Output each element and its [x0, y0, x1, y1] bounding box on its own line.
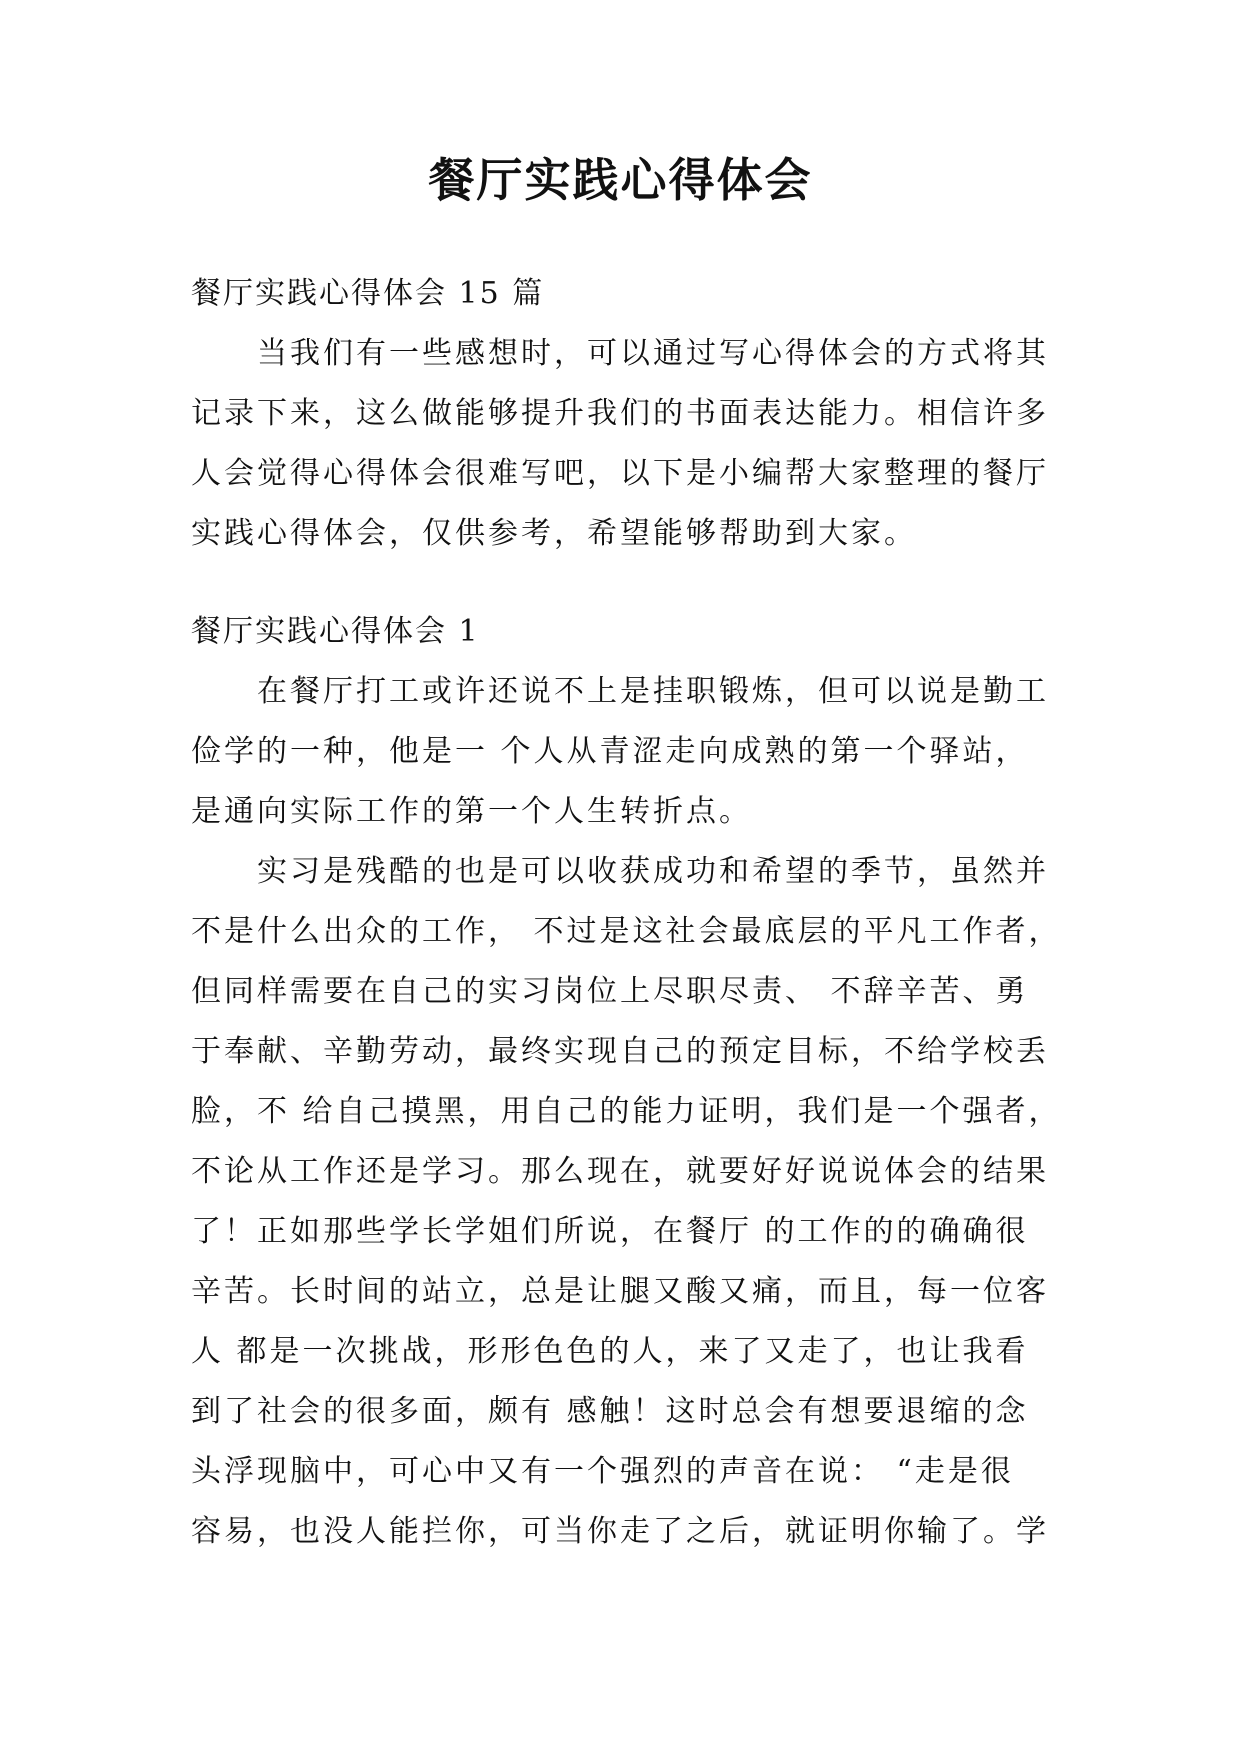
- paragraph-line: 了！正如那些学长学姐们所说，在餐厅 的工作的的确确很: [191, 1214, 1029, 1249]
- paragraph-line: 于奉献、辛勤劳动，最终实现自己的预定目标，不给学校丢: [191, 1034, 1049, 1069]
- intro-line: 当我们有一些感想时，可以通过写心得体会的方式将其: [257, 336, 1049, 371]
- paragraph-line: 不是什么出众的工作， 不过是这社会最底层的平凡工作者，: [191, 914, 1062, 949]
- paragraph-line: 但同样需要在自己的实习岗位上尽职尽责、 不辞辛苦、勇: [191, 974, 1029, 1009]
- paragraph-line: 脸，不 给自己摸黑，用自己的能力证明，我们是一个强者，: [191, 1094, 1062, 1129]
- paragraph-line: 俭学的一种，他是一 个人从青涩走向成熟的第一个驿站，: [191, 734, 1029, 769]
- intro-line: 人会觉得心得体会很难写吧，以下是小编帮大家整理的餐厅: [191, 456, 1049, 491]
- section-1-paragraph-2: [191, 842, 1062, 1562]
- paragraph-line: 头浮现脑中，可心中又有一个强烈的声音在说： “走是很: [191, 1454, 1014, 1489]
- paragraph-line: 人 都是一次挑战，形形色色的人，来了又走了，也让我看: [191, 1334, 1029, 1369]
- paragraph-line: 是通向实际工作的第一个人生转折点。: [191, 794, 752, 829]
- paragraph-line: 容易，也没人能拦你，可当你走了之后，就证明你输了。学: [191, 1514, 1049, 1549]
- paragraph-line: 辛苦。长时间的站立，总是让腿又酸又痛，而且，每一位客: [191, 1274, 1049, 1309]
- document-title: 餐厅实践心得体会: [428, 153, 813, 207]
- intro-line: 记录下来，这么做能够提升我们的书面表达能力。相信许多: [191, 396, 1049, 431]
- paragraph-line: 到了社会的很多面，颇有 感触！这时总会有想要退缩的念: [191, 1394, 1029, 1429]
- paragraph-line: 在餐厅打工或许还说不上是挂职锻炼，但可以说是勤工: [257, 674, 1049, 709]
- section-1: [191, 602, 1062, 1562]
- paragraph-line: 实习是残酷的也是可以收获成功和希望的季节，虽然并: [257, 854, 1049, 889]
- section-1-paragraph-1: [191, 662, 1054, 842]
- paragraph-line: 不论从工作还是学习。那么现在，就要好好说说体会的结果: [191, 1154, 1049, 1189]
- intro-paragraph: [191, 324, 1054, 564]
- intro-heading: 餐厅实践心得体会 15 篇: [191, 276, 545, 311]
- intro-line: 实践心得体会，仅供参考，希望能够帮助到大家。: [191, 516, 917, 551]
- intro-section: [191, 264, 1054, 564]
- section-1-heading: 餐厅实践心得体会 1: [191, 614, 480, 649]
